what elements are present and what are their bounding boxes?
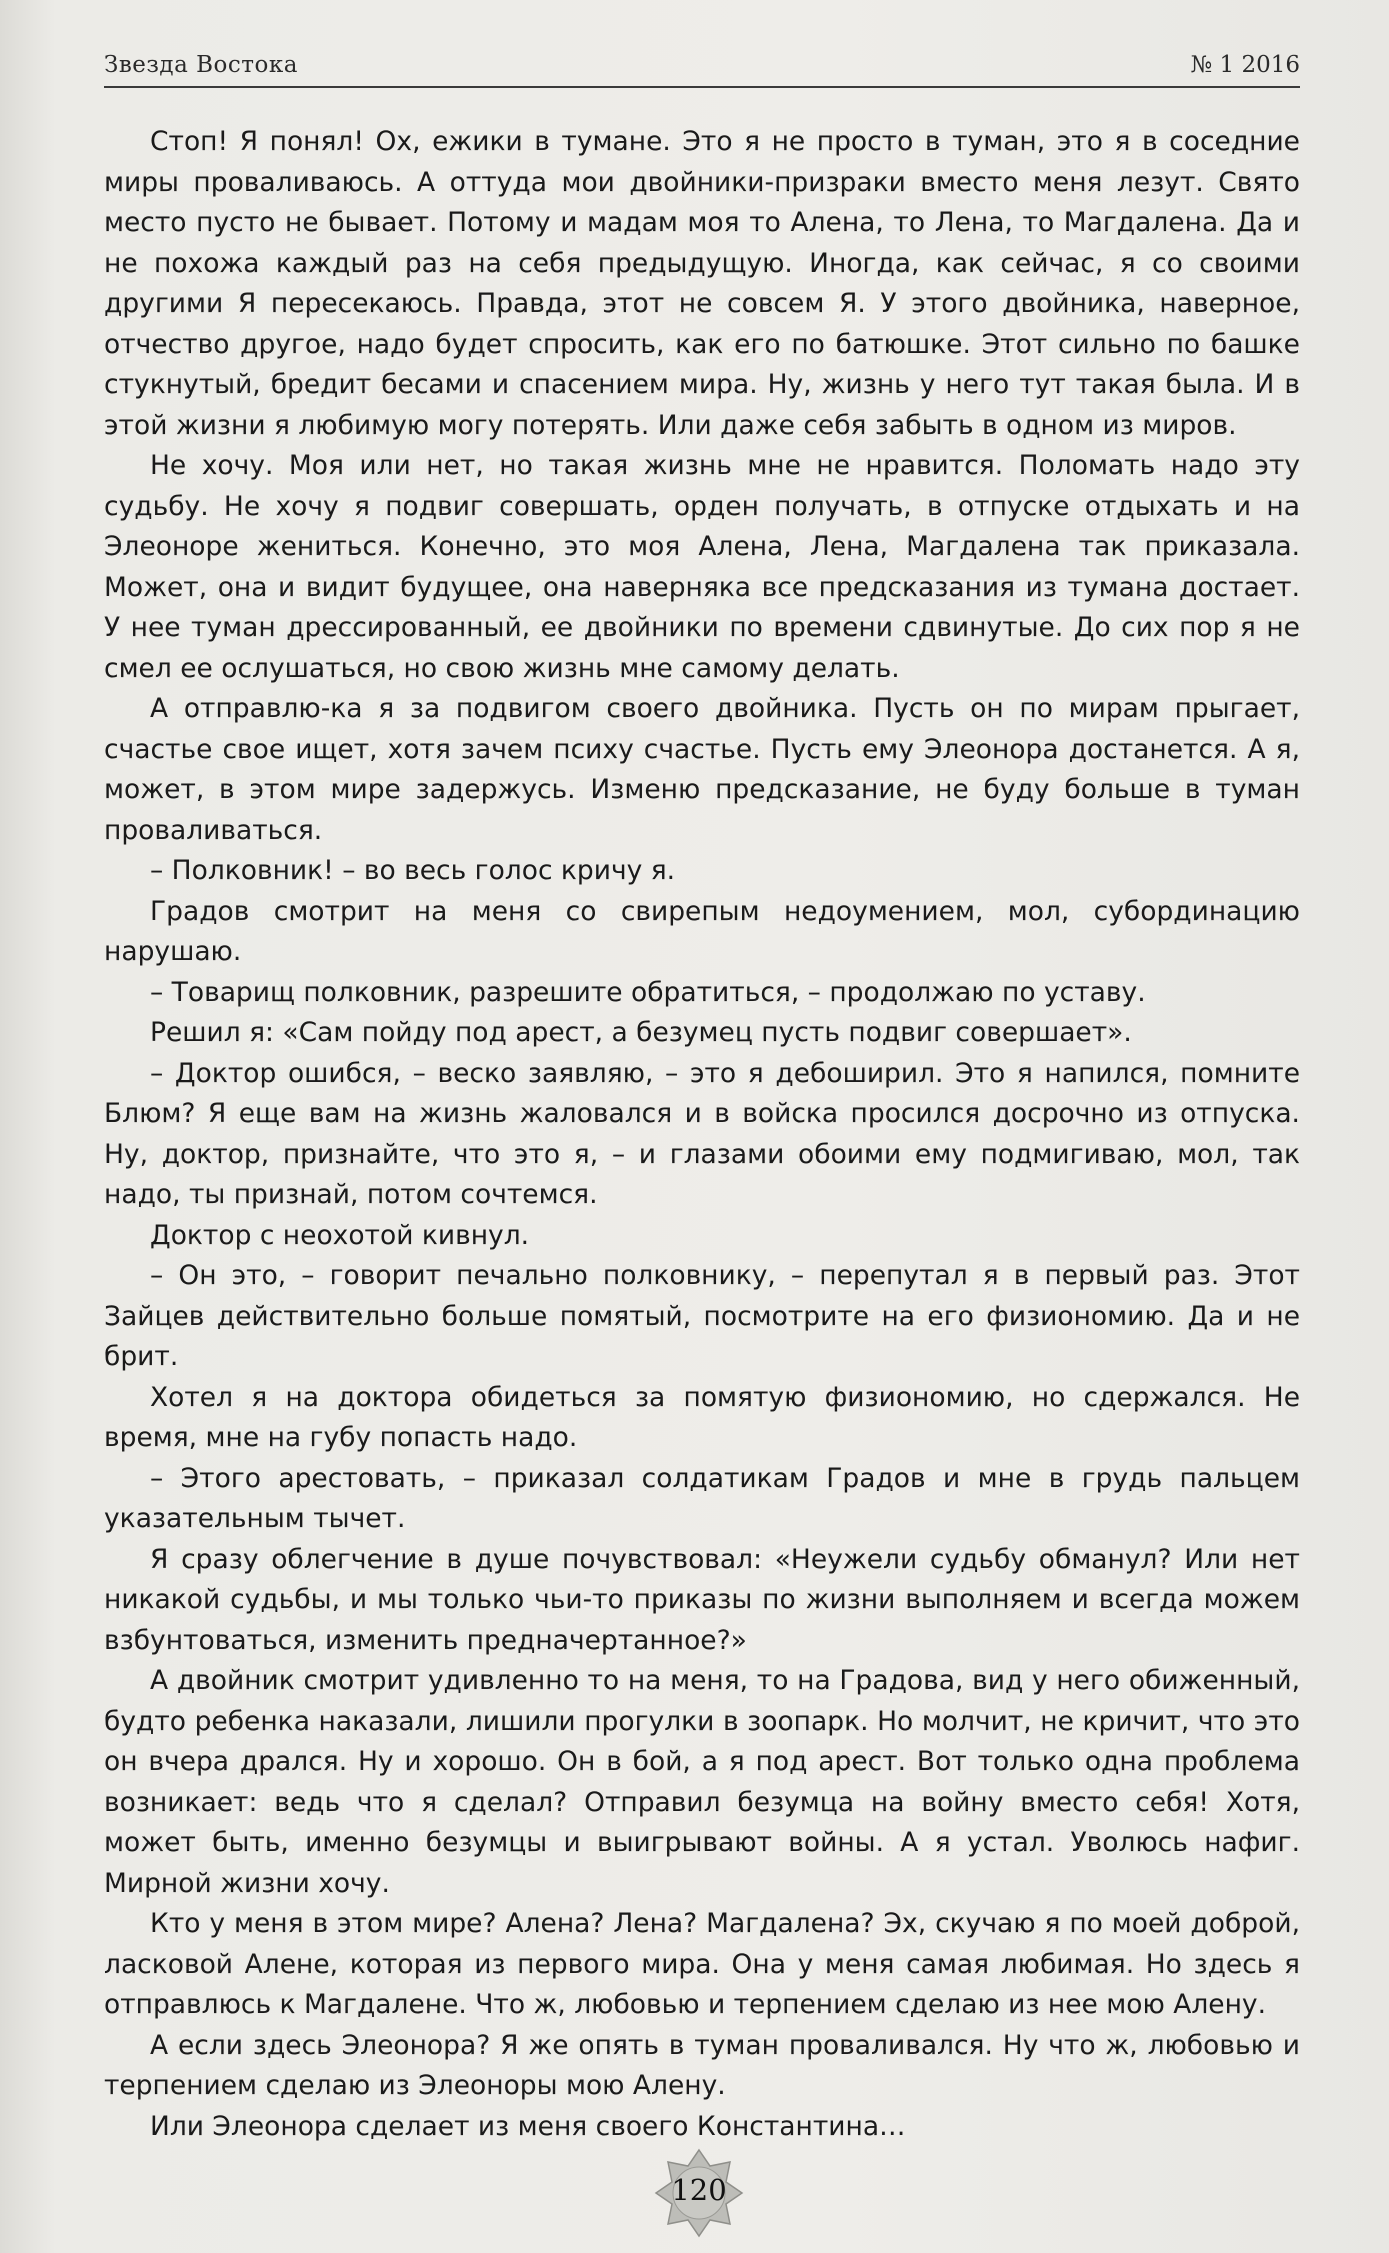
article-body — [104, 122, 1300, 2147]
paragraph: – Товарищ полковник, разрешите обратиться, – продолжаю по уставу. — [150, 976, 1146, 1008]
paragraph: – Доктор ошибся, – веско заявляю, – это я дебоширил. Это я напился, помните Блюм? Я еще вам на жизнь жаловался и в войска просился досрочно из отпуска. Ну, доктор, признайте, что это я, – и глазами обоими ему подмигиваю, мол, так надо, ты признай, потом сочтемся. — [104, 1057, 1300, 1210]
paragraph: Не хочу. Моя или нет, но такая жизнь мне не нравится. Поломать надо эту судьбу. Не хочу я подвиг совершать, орден получать, в отпуске отдыхать и на Элеоноре жениться. Конечно, это моя Алена, Лена, Магдалена так приказала. Может, она и видит будущее, она наверняка все предсказания из тумана достает. У нее туман дрессированный, ее двойники по времени сдвинутые. До сих пор я не смел ее ослушаться, но свою жизнь мне самому делать. — [104, 450, 1300, 684]
paragraph: А если здесь Элеонора? Я же опять в туман проваливался. Ну что ж, любовью и терпением сделаю из Элеоноры мою Алену. — [104, 2029, 1300, 2101]
running-header — [104, 46, 1300, 86]
paragraph: Хотел я на доктора обидеться за помятую физиономию, но сдержался. Не время, мне на губу попасть надо. — [104, 1381, 1300, 1453]
journal-title: Звезда Востока — [104, 52, 298, 78]
paragraph: – Он это, – говорит печально полковнику, – перепутал я в первый раз. Этот Зайцев действительно больше помятый, посмотрите на его физиономию. Да и не брит. — [104, 1260, 1300, 1372]
paragraph: – Полковник! – во весь голос кричу я. — [150, 855, 676, 886]
paragraph: А двойник смотрит удивленно то на меня, то на Градова, вид у него обиженный, будто ребенка наказали, лишили прогулки в зоопарк. Но молчит, не кричит, что это он вчера дрался. Ну и хорошо. Он в бой, а я под арест. Вот только одна проблема возникает: ведь что я сделал? Отправил безумца на войну вместо себя! Хотя, может быть, именно безумцы и выигрывают войны. А я устал. Уволюсь нафиг. Мирной жизни хочу. — [104, 1665, 1300, 1899]
paragraph: Или Элеонора сделает из меня своего Константина… — [150, 2110, 906, 2142]
paragraph: Градов смотрит на меня со свирепым недоумением, мол, субординацию нарушаю. — [104, 895, 1300, 967]
paragraph: Решил я: «Сам пойду под арест, а безумец пусть подвиг совершает». — [150, 1017, 1132, 1048]
page-number-badge — [654, 2148, 744, 2238]
paragraph: Стоп! Я понял! Ох, ежики в тумане. Это я не просто в туман, это я в соседние миры проваливаюсь. А оттуда мои двойники-призраки вместо меня лезут. Свято место пусто не бывает. Потому и мадам моя то Алена, то Лена, то Магдалена. Да и не похожа каждый раз на себя предыдущую. Иногда, как сейчас, я со своими другими Я пересекаюсь. Правда, этот не совсем Я. У этого двойника, наверное, отчество другое, надо будет спросить, как его по батюшке. Этот сильно по башке стукнутый, бредит бесами и спасением мира. Ну, жизнь у него тут такая была. И в этой жизни я любимую могу потерять. Или даже себя забыть в одном из миров. — [104, 126, 1300, 441]
paragraph: Я сразу облегчение в душе почувствовал: «Неужели судьбу обманул? Или нет никакой судьбы, и мы только чьи-то приказы по жизни выполняем и всегда можем взбунтоваться, изменить предначертанное?» — [104, 1543, 1300, 1656]
page-number: 120 — [671, 2173, 727, 2207]
paragraph: – Этого арестовать, – приказал солдатикам Градов и мне в грудь пальцем указательным тычет. — [104, 1462, 1300, 1534]
paragraph: Кто у меня в этом мире? Алена? Лена? Магдалена? Эх, скучаю я по моей доброй, ласковой Алене, которая из первого мира. Она у меня самая любимая. Но здесь я отправлюсь к Магдалене. Что ж, любовью и терпением сделаю из нее мою Алену. — [104, 1908, 1300, 2020]
issue-info: № 1 2016 — [1190, 52, 1300, 78]
header-divider — [104, 86, 1300, 88]
paragraph: А отправлю-ка я за подвигом своего двойника. Пусть он по мирам прыгает, счастье свое ищет, хотя зачем психу счастье. Пусть ему Элеонора достанется. А я, может, в этом мире задержусь. Изменю предсказание, не буду больше в туман проваливаться. — [104, 693, 1300, 846]
paragraph: Доктор с неохотой кивнул. — [150, 1219, 530, 1251]
